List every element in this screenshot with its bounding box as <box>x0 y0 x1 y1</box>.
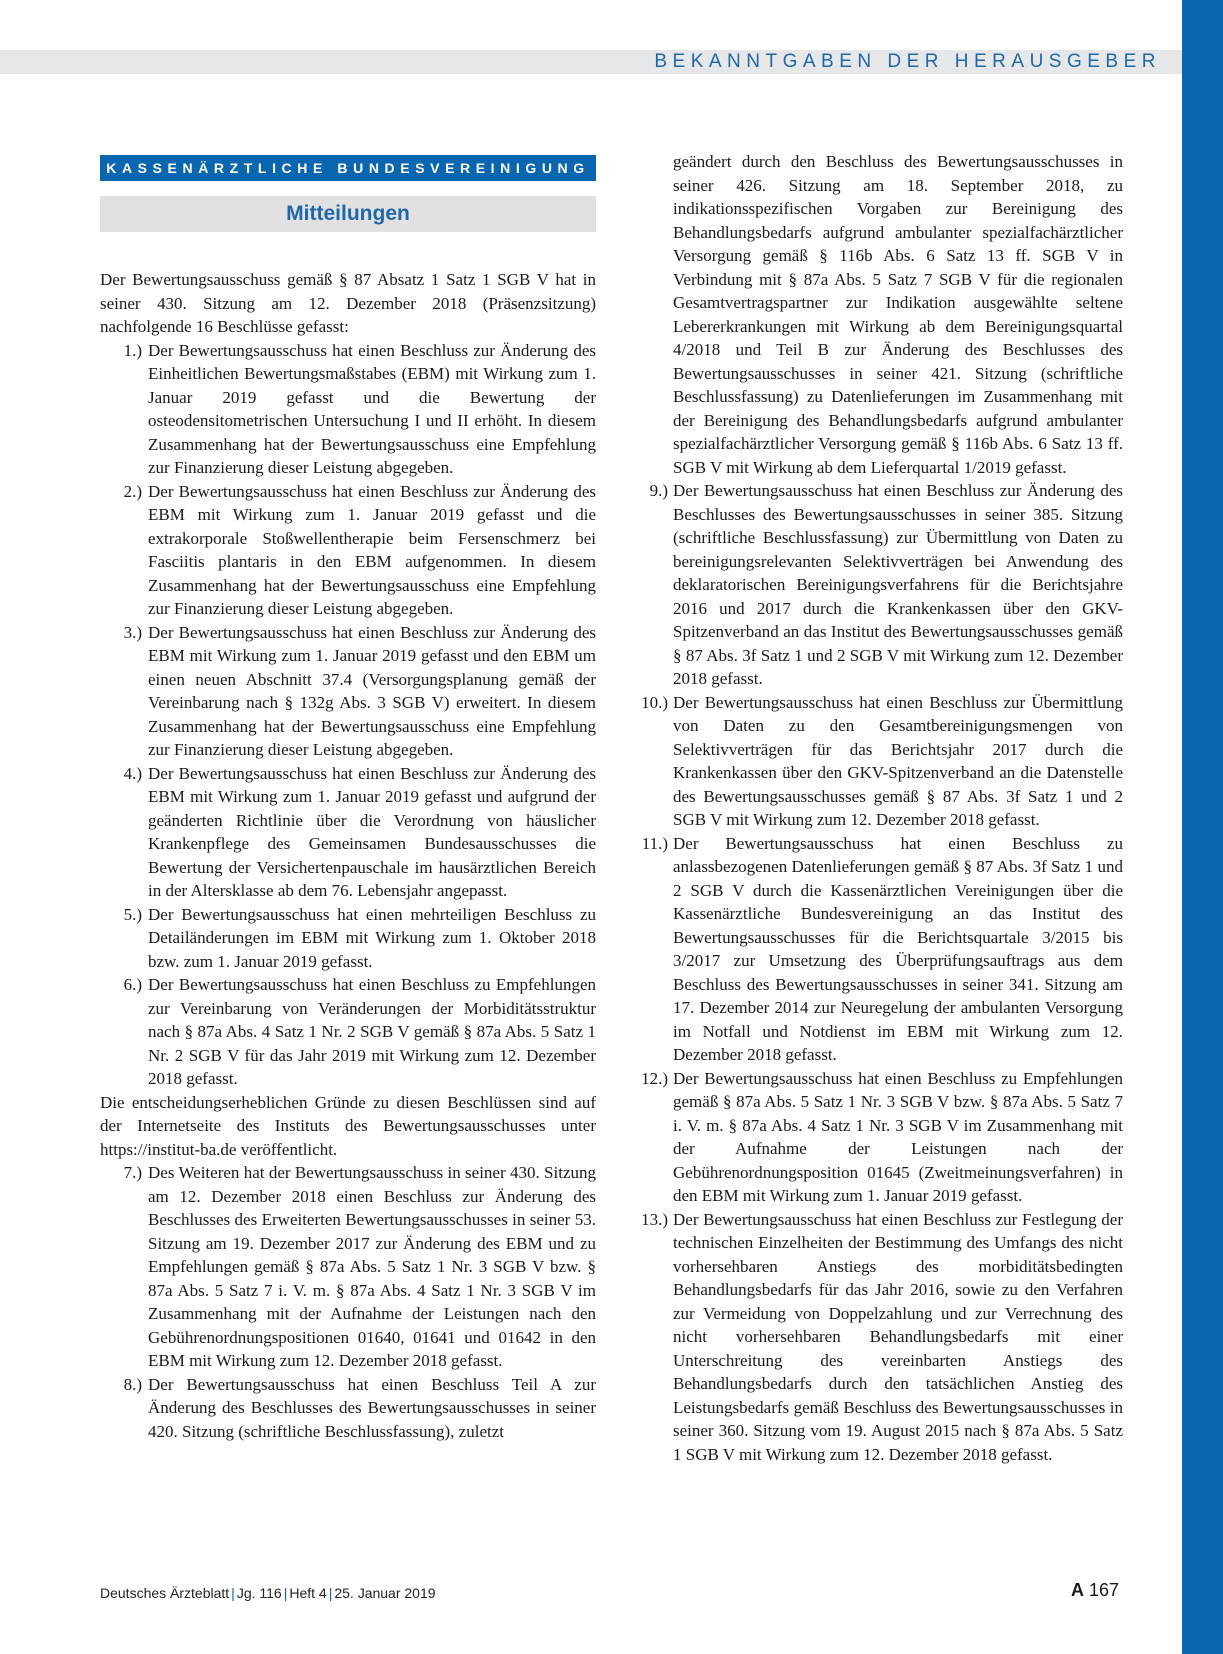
resolution-list-a <box>100 339 596 1091</box>
page-number <box>1071 1580 1119 1601</box>
reasons-paragraph: Die entscheidungserheblichen Gründe zu diesen Beschlüssen sind auf der Internetseite des Instituts des Bewertungsausschusses unter https://institut-ba.de veröffentlicht. <box>100 1092 596 1159</box>
item-text: Der Bewertungsausschuss hat einen Beschluss zu Empfehlungen gemäß § 87a Abs. 5 Satz 1 Nr. 3 SGB V bzw. § 87a Abs. 5 Satz 7 i. V. m. § 87a Abs. 4 Satz 1 Nr. 3 SGB V im Zusammenhang mit der Aufnahme der Leistungen nach der Gebührenordnungsposition 01645 (Zweitmeinungsverfahren) in den EBM mit Wirkung zum 1. Januar 2019 gefasst. <box>673 1068 1123 1205</box>
item-text: Der Bewertungsausschuss hat einen Beschluss zu Empfehlungen zur Vereinbarung von Veränderungen der Morbiditätsstruktur nach § 87a Abs. 4 Satz 1 Nr. 2 SGB V gemäß § 87a Abs. 5 Satz 1 Nr. 2 SGB V für das Jahr 2019 mit Wirkung zum 12. Dezember 2018 gefasst. <box>148 975 596 1088</box>
separator: | <box>231 1585 235 1601</box>
page-prefix: A <box>1070 1580 1084 1600</box>
item-text: Der Bewertungsausschuss hat einen Beschluss zur Übermittlung von Daten zu den Gesamtbereinigungsmengen von Selektivverträgen für das Berichtsjahr 2017 durch die Krankenkassen über den GKV-Spitzenverband an die Datenstelle des Bewertungsausschusses gemäß § 87 Abs. 3f Satz 1 und 2 SGB V mit Wirkung zum 12. Dezember 2018 gefasst. <box>673 692 1123 829</box>
resolution-list-c <box>641 479 1123 1466</box>
resolution-item <box>100 973 596 1091</box>
resolution-item <box>100 903 596 974</box>
item-text: Der Bewertungsausschuss hat einen Beschluss zur Festlegung der technischen Einzelheiten der Bestimmung des Umfangs des nicht vorhersehbaren Anstiegs des morbiditätsbedingten Behandlungsbedarfs für das Jahr 2016, sowie zu den Verfahren zur Vermeidung von Doppelzahlung und zur Verrechnung des nicht vorhersehbaren Behandlungsbedarfs mit einer Unterschreitung des vereinbarten Anstiegs des Behandlungsbedarfs durch den tatsächlichen Anstieg des Leistungsbedarfs gemäß Beschluss des Bewertungsausschusses in seiner 360. Sitzung vom 19. August 2015 nach § 87a Abs. 5 Satz 1 SGB V mit Wirkung zum 12. Dezember 2018 gefasst. <box>673 1209 1123 1464</box>
resolution-item <box>100 621 596 762</box>
intro-paragraph: Der Bewertungsausschuss gemäß § 87 Absatz 1 Satz 1 SGB V hat in seiner 430. Sitzung am 12. Dezember 2018 (Präsenzsitzung) nachfolgende 16 Beschlüsse gefasst: <box>100 270 596 336</box>
item-number: 7.) <box>123 1163 142 1182</box>
item-text: Der Bewertungsausschuss hat einen mehrteiligen Beschluss zu Detailänderungen im EBM mit Wirkung zum 1. Oktober 2018 bzw. zum 1. Januar 2019 gefasst. <box>148 904 596 971</box>
journal-volume: Jg. 116 <box>236 1585 282 1601</box>
item-number: 3.) <box>123 622 142 642</box>
resolution-item <box>100 339 596 480</box>
item-number: 8.) <box>123 1374 142 1394</box>
article-title: Mitteilungen <box>100 196 596 232</box>
item-8-continuation: geändert durch den Beschluss des Bewertungsausschusses in seiner 426. Sitzung am 18. September 2018, zu indikationsspezifischen Vorgaben zur Bereinigung des Behandlungsbedarfs aufgrund ambulanter spezialfachärztlicher Versorgung gemäß § 116b Abs. 6 Satz 13 ff. SGB V in Verbindung mit § 87a Abs. 5 Satz 7 SGB V für die regionalen Gesamtvertragspartner zur Indikation ausgewählte seltene Lebererkrankungen mit Wirkung ab dem Bereinigungsquartal 4/2018 und Teil B zur Änderung des Beschlusses des Bewertungsausschusses in seiner 421. Sitzung (schriftliche Beschlussfassung) zu Datenlieferungen im Zusammenhang mit der Bereinigung des Behandlungsbedarfs aufgrund ambulanter spezialfachärztlicher Versorgung gemäß § 116b Abs. 6 Satz 13 ff. SGB V mit Wirkung ab dem Lieferquartal 1/2019 gefasst. <box>673 152 1123 477</box>
resolution-item <box>649 479 1123 691</box>
item-text: Der Bewertungsausschuss hat einen Beschluss zur Änderung des Einheitlichen Bewertungsmaßstabes (EBM) mit Wirkung zum 1. Januar 2019 gefasst und die Bewertung der osteodensitometrischen Untersuchung I und II erhöht. In diesem Zusammenhang hat der Bewertungsausschuss eine Empfehlung zur Finanzierung dieser Leistung abgegeben. <box>148 340 596 477</box>
resolution-item <box>641 1208 1123 1467</box>
item-number: 12.) <box>641 1068 668 1088</box>
item-number: 5.) <box>123 904 142 924</box>
journal-name: Deutsches Ärzteblatt <box>100 1585 230 1601</box>
item-number: 11.) <box>641 833 668 853</box>
section-header: BEKANNTGABEN DER HERAUSGEBER <box>654 51 1161 72</box>
resolution-item <box>100 1161 596 1373</box>
item-number: 10.) <box>641 692 668 712</box>
item-number: 6.) <box>123 975 142 994</box>
item-text: Der Bewertungsausschuss hat einen Beschluss zur Änderung des EBM mit Wirkung zum 1. Januar 2019 gefasst und den EBM um einen neuen Abschnitt 37.4 (Versorgungsplanung gemäß der Vereinbarung nach § 132g Abs. 3 SGB V) erweitert. In diesem Zusammenhang hat der Bewertungsausschuss eine Empfehlung zur Finanzierung dieser Leistung abgegeben. <box>148 622 596 759</box>
item-number: 4.) <box>123 763 142 783</box>
separator: | <box>328 1585 333 1601</box>
left-column <box>100 268 596 1443</box>
resolution-list-b <box>100 1161 596 1443</box>
item-number: 9.) <box>649 481 668 500</box>
resolution-item <box>100 480 596 621</box>
item-text: Der Bewertungsausschuss hat einen Beschluss zu anlassbezogenen Datenlieferungen gemäß § 87 Abs. 3f Satz 1 und 2 SGB V durch die Kassenärztlichen Vereinigungen über die Kassenärztliche Bundesvereinigung an das Institut des Bewertungsausschusses für die Berichtsquartale 3/2015 bis 3/2017 zur Umsetzung des Überprüfungsauftrags aus dem Beschluss des Bewertungsausschusses in seiner 341. Sitzung am 17. Dezember 2014 zur Neuregelung der ambulanten Versorgung im Notfall und Notdienst im EBM mit Wirkung zum 12. Dezember 2018 gefasst. <box>673 833 1123 1064</box>
item-text: Der Bewertungsausschuss hat einen Beschluss Teil A zur Änderung des Beschlusses des Bewertungsausschusses in seiner 420. Sitzung (schriftliche Beschlussfassung), zuletzt <box>148 1374 596 1441</box>
resolution-item <box>641 832 1123 1067</box>
item-number: 13.) <box>641 1209 668 1229</box>
separator: | <box>283 1585 288 1601</box>
resolution-item <box>100 762 596 903</box>
item-number: 2.) <box>123 481 142 501</box>
journal-issue: Heft 4 <box>289 1585 327 1601</box>
journal-date: 25. Januar 2019 <box>334 1585 436 1601</box>
item-text: Der Bewertungsausschuss hat einen Beschluss zur Änderung des Beschlusses des Bewertungsausschusses in seiner 385. Sitzung (schriftliche Beschlussfassung) zur Übermittlung von Daten zu bereinigungsrelevanten Selektivverträgen bei Anwendung des deklaratorischen Bereinigungsverfahrens für die Berichtsjahre 2016 und 2017 durch die Krankenkassen über den GKV-Spitzenverband an das Institut des Bewertungsausschusses gemäß § 87 Abs. 3f Satz 1 und 2 SGB V mit Wirkung zum 12. Dezember 2018 gefasst. <box>673 481 1123 688</box>
side-accent-bar <box>1182 0 1223 1654</box>
resolution-item <box>641 1067 1123 1208</box>
item-text: Der Bewertungsausschuss hat einen Beschluss zur Änderung des EBM mit Wirkung zum 1. Januar 2019 gefasst und aufgrund der geänderten Richtlinie über die Verordnung von häuslicher Krankenpflege des Gemeinsamen Bundesausschusses die Bewertung der Versichertenpauschale im hausärztlichen Bereich in der Altersklasse ab dem 76. Lebensjahr angepasst. <box>148 763 596 900</box>
footer-citation <box>100 1585 436 1601</box>
right-column <box>641 150 1123 1466</box>
item-text: Der Bewertungsausschuss hat einen Beschluss zur Änderung des EBM mit Wirkung zum 1. Januar 2019 gefasst und die extrakorporale Stoßwellentherapie beim Fersenschmerz bei Fasciitis plantaris in den EBM aufgenommen. In diesem Zusammenhang hat der Bewertungsausschuss eine Empfehlung zur Finanzierung dieser Leistung abgegeben. <box>148 481 596 618</box>
resolution-item <box>100 1373 596 1444</box>
item-text: Des Weiteren hat der Bewertungsausschuss in seiner 430. Sitzung am 12. Dezember 2018 einen Beschluss zur Änderung des Beschlusses des Erweiterten Bewertungsausschusses in seiner 53. Sitzung am 19. Dezember 2017 zur Änderung des EBM und zu Empfehlungen gemäß § 87a Abs. 5 Satz 1 Nr. 3 SGB V bzw. § 87a Abs. 5 Satz 7 i. V. m. § 87a Abs. 4 Satz 1 Nr. 3 SGB V im Zusammenhang mit der Aufnahme der Leistungen nach den Gebührenordnungspositionen 01640, 01641 und 01642 in den EBM mit Wirkung zum 12. Dezember 2018 gefasst. <box>148 1163 596 1370</box>
resolution-item <box>641 691 1123 832</box>
page-number-value: 167 <box>1088 1580 1119 1600</box>
item-number: 1.) <box>123 340 142 360</box>
organization-banner: KASSENÄRZTLICHE BUNDESVEREINIGUNG <box>100 155 596 181</box>
